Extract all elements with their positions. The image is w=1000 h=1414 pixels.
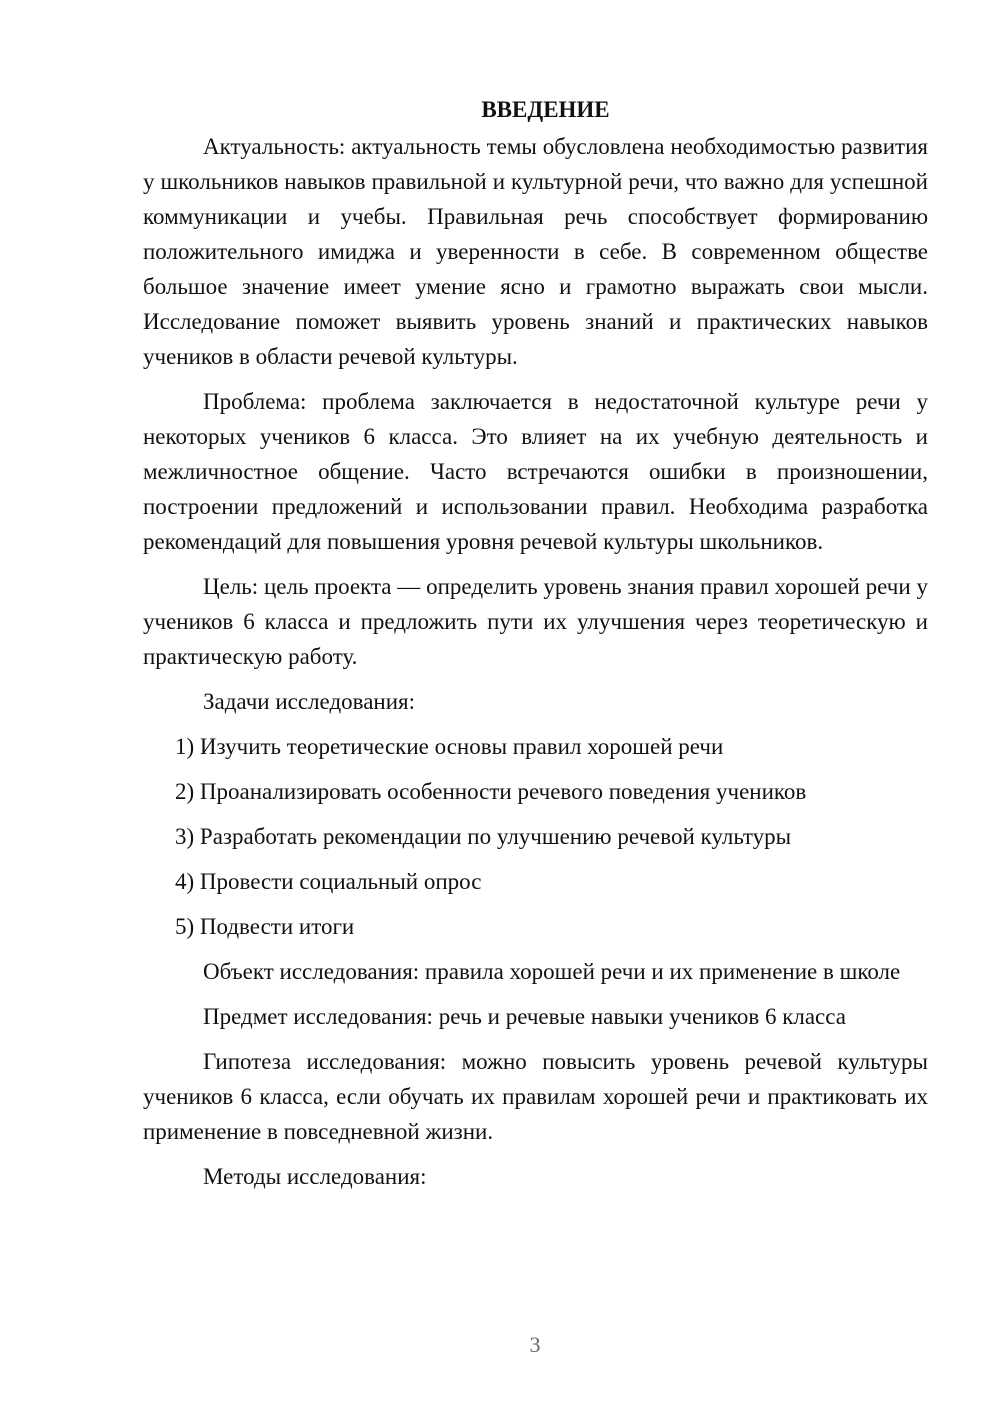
hypothesis-paragraph: Гипотеза исследования: можно повысить уровень речевой культуры учеников 6 класса, если обучать их правилам хорошей речи и практиковать их применение в повседневной жизни.	[143, 1049, 928, 1144]
goal-paragraph: Цель: цель проекта — определить уровень знания правил хорошей речи у учеников 6 класса и предложить пути их улучшения через теоретическую и практическую работу.	[143, 574, 928, 669]
methods-title: Методы исследования:	[203, 1164, 427, 1189]
task-item: 5) Подвести итоги	[175, 914, 355, 939]
section-heading: ВВЕДЕНИЕ	[481, 97, 610, 122]
task-item: 4) Провести социальный опрос	[175, 869, 482, 894]
page-number: 3	[529, 1332, 541, 1357]
subject-paragraph: Предмет исследования: речь и речевые навыки учеников 6 класса	[203, 1004, 846, 1029]
problem-paragraph: Проблема: проблема заключается в недостаточной культуре речи у некоторых учеников 6 класса. Это влияет на их учебную деятельность и межличностное общение. Часто встречаются ошибки в произношении, построении предложений и использовании правил. Необходима разработка рекомендаций для повышения уровня речевой культуры школьников.	[143, 389, 928, 554]
relevance-paragraph: Актуальность: актуальность темы обусловлена необходимостью развития у школьников навыков правильной и культурной речи, что важно для успешной коммуникации и учебы. Правильная речь способствует формированию положительного имиджа и уверенности в себе. В современном обществе большое значение имеет умение ясно и грамотно выражать свои мысли. Исследование поможет выявить уровень знаний и практических навыков учеников в области речевой культуры.	[143, 134, 928, 369]
task-item: 2) Проанализировать особенности речевого поведения учеников	[175, 779, 807, 804]
object-paragraph: Объект исследования: правила хорошей речи и их применение в школе	[203, 959, 901, 984]
tasks-title: Задачи исследования:	[203, 689, 416, 714]
tasks-list	[143, 729, 928, 944]
task-item: 3) Разработать рекомендации по улучшению речевой культуры	[175, 824, 792, 849]
task-item: 1) Изучить теоретические основы правил хорошей речи	[175, 734, 724, 759]
page-content	[143, 92, 928, 1204]
